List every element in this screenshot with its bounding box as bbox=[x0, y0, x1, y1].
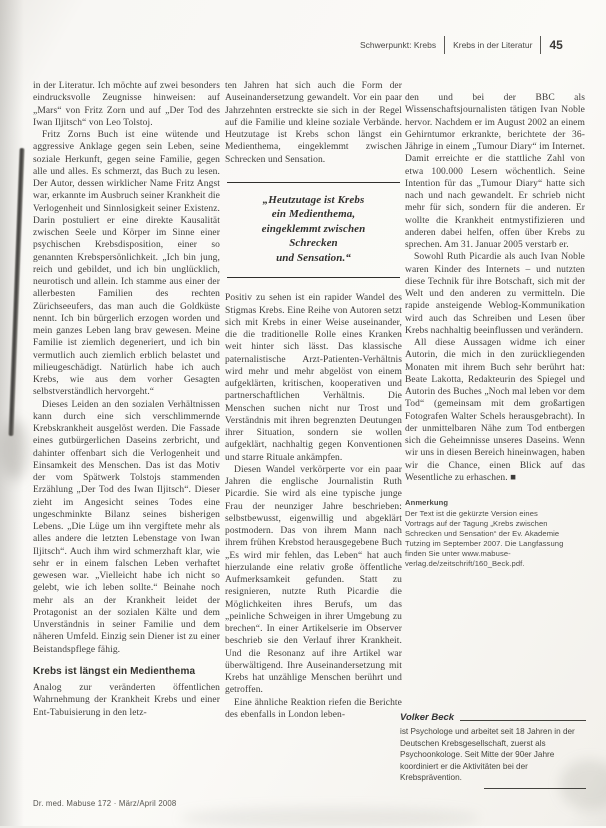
body-paragraph: Fritz Zorns Buch ist eine wütende und aggressive Anklage gegen sein Leben, seine soziale Herkunft, gegen seine Familie, gegen alle und alles. Es schmerzt, das Buch zu lesen. Der Autor, dessen wirklicher Name Fritz Angst war, erkannte im Ausbruch seiner Krankheit die Verlogenheit und Sinnlosigkeit seiner Existenz. Darin postuliert er eine direkte Kausalität zwischen Seele und Körper im Sinne einer psychischen Krebsdisposition, einer so genannten Krebspersönlichkeit. „Ich bin jung, reich und gebildet, und ich bin unglücklich, neurotisch und allein. Ich stamme aus einer der allerbesten Familien des rechten Zürichseeufers, das man auch die Goldküste nennt. Ich bin bürgerlich erzogen worden und mein ganzes Leben lang brav gewesen. Meine Familie ist ziemlich degeneriert, und ich bin vermutlich auch ziemlich erblich belastet und milieugeschädigt. Natürlich habe ich auch Krebs, wie aus dem vorher Gesagten selbstverständlich hervorgeht.“ bbox=[33, 130, 220, 398]
pull-quote-line: eingeklemmt zwischen bbox=[261, 222, 366, 235]
text-column-1 bbox=[33, 80, 220, 719]
pull-quote-line: und Sensation.“ bbox=[276, 251, 351, 264]
author-rule-bottom bbox=[484, 788, 586, 789]
pull-quote bbox=[227, 182, 400, 279]
author-rule bbox=[460, 720, 586, 721]
body-paragraph: Eine ähnliche Reaktion riefen die Berichte des ebenfalls in London leben- bbox=[225, 697, 402, 720]
author-name-row bbox=[400, 712, 586, 723]
author-bio-text: ist Psychologe und arbeitet seit 18 Jahren in der Deutschen Krebsgesellschaft, zuerst als Psychoonkologe. Seit Mitte der 90er Jahre koordiniert er die Aktivitäten bei der Krebsprävention. bbox=[400, 727, 575, 782]
text-column-2 bbox=[225, 80, 402, 721]
body-paragraph: ten Jahren hat sich auch die Form der Auseinandersetzung gewandelt. Vor ein paar Jahrzehnten erstreckte sie sich in der Regel auf die Familie und kleine soziale Verbände. Heutzutage ist Krebs schon längst ein Medienthema, eingeklemmt zwischen Schrecken und Sensation. bbox=[225, 81, 402, 165]
body-paragraph: Dieses Leiden an den sozialen Verhältnissen kann durch eine sich verschlimmernde Krebskrankheit ausgelöst werden. Die Fassade eines gutbürgerlichen Daseins zerbricht, und dahinter offenbart sich die Verlogenheit und Einsamkeit des Menschen. Das ist das Motiv der vom Spätwerk Tolstojs stammenden Erzählung „Der Tod des Iwan Iljitsch“. Dieser zieht im Angesicht seines Todes eine ungeschminkte Bilanz seines bisherigen Lebens. „Die Lüge um ihn vergiftete mehr als alles andere die letzten Lebenstage von Iwan Iljitsch“. Auch ihm wird schmerzhaft klar, wie sehr er in einem falschen Leben verhaftet gewesen war. „Vielleicht habe ich nicht so gelebt, wie ich leben sollte.“ Beinahe noch mehr als an der Krankheit leidet der Protagonist an der sozialen Kälte und dem Unverständnis in seiner Familie und dem näheren Umfeld. Einzig sein Diener ist zu einer Beistandspflege fähig. bbox=[33, 399, 220, 655]
pull-quote-line: „Heutzutage ist Krebs bbox=[262, 193, 365, 206]
pull-quote-line: ein Medienthema, bbox=[271, 208, 356, 221]
header-article-title: Krebs in der Literatur bbox=[453, 40, 533, 50]
footnote-annotation bbox=[405, 498, 565, 569]
scan-edge-shadow bbox=[0, 0, 30, 826]
text-column-3 bbox=[405, 92, 585, 569]
author-name: Volker Beck bbox=[400, 712, 455, 723]
body-paragraph: Positiv zu sehen ist ein rapider Wandel des Stigmas Krebs. Eine Reihe von Autoren setzt sich mit Krebs in einer Weise auseinander, die die traditionelle Rolle eines Kranken weit hinter sich lässt. Das klassische paternalistische Arzt-Patienten-Verhältnis wird mehr und mehr abgelöst von einem aufgeklärten, kritischen, kooperativen und partnerschaftlichen Verhältnis. Die Menschen suchen nicht nur Trost und Verständnis mit ihren begrenzten Deutungen ihrer Situation, sondern sie wollen aufgeklärt, nachhaltig gegen Konventionen und starre Rituale ankämpfen. bbox=[225, 293, 402, 463]
pull-quote-line: Schrecken bbox=[289, 237, 338, 250]
header-section-label: Schwerpunkt: Krebs bbox=[360, 40, 437, 50]
annotation-text: Der Text ist die gekürzte Version eines Vortrags auf der Tagung „Krebs zwischen Schrecken und Sensation“ der Ev. Akademie Tutzing im September 2007. Die Langfassung finden Sie unter www.mabuse-verlag.de/zeitschrift/160_Beck.pdf. bbox=[405, 509, 564, 568]
body-paragraph: All diese Aussagen widme ich einer Autorin, die mich in den zurückliegenden Monaten mit ihrem Buch sehr berührt hat: Beate Lakotta, Redakteurin des Spiegel und Autorin des Buches „Noch mal leben vor dem Tod“ (gemeinsam mit dem großartigen Fotografen Walter Schels herausgebracht). In der unmittelbaren Nähe zum Tod entbergen sich die Geheimnisse unseres Daseins. Wenn wir uns in diesen Bereich hineinwagen, haben wir die Chance, einen Blick auf das Wesentliche zu erhaschen. ■ bbox=[405, 338, 585, 483]
page-header bbox=[360, 36, 586, 54]
annotation-heading: Anmerkung bbox=[405, 498, 449, 507]
scan-smudge bbox=[180, 808, 480, 828]
journal-footer: Dr. med. Mabuse 172 · März/April 2008 bbox=[33, 799, 177, 808]
body-paragraph: Sowohl Ruth Picardie als auch Ivan Noble waren Kinder des Internets – und nutzten diese Technik für ihre Botschaft, sich mit der Welt und den anderen zu vermitteln. Die rapide ansteigende Weblog-Kommunikation wird auch das Schreiben und Lesen über Krebs nachhaltig beeinflussen und verändern. bbox=[405, 252, 585, 336]
header-divider bbox=[540, 36, 541, 54]
body-paragraph: Analog zur veränderten öffentlichen Wahrnehmung der Krankheit Krebs und einer Ent-Tabuisierung in den letz- bbox=[33, 683, 220, 718]
header-divider bbox=[444, 36, 445, 54]
page-number: 45 bbox=[549, 38, 563, 52]
body-paragraph: den und bei der BBC als Wissenschaftsjournalisten tätigen Ivan Noble hervor. Nachdem er im August 2002 an einem Gehirntumor erkrankte, berichtete der 36-Jährige in einem „Tumour Diary“ im Internet. Damit erreichte er die stattliche Zahl von etwa 100.000 Lesern wöchentlich. Seine Intention für das „Tumour Diary“ hatte sich nach und nach gewandelt. Er schrieb nicht mehr für sich, sondern für die anderen. Er wollte die Krankheit entmystifizieren und anderen dabei helfen, offen über Krebs zu sprechen. Am 31. Januar 2005 verstarb er. bbox=[405, 93, 585, 250]
scan-smudge bbox=[2, 420, 28, 480]
author-bio-box bbox=[400, 712, 586, 789]
section-subheading: Krebs ist längst ein Medienthema bbox=[33, 665, 196, 677]
body-paragraph: Diesen Wandel verkörperte vor ein paar Jahren die englische Journalistin Ruth Picardie. Sie wird als eine typische junge Frau der neunziger Jahre beschrieben: selbstbewusst, eigenwillig und abgeklärt postmodern. Das von ihrem Mann nach ihrem frühen Krebstod herausgegebene Buch „Es wird mir fehlen, das Leben“ hat auch hierzulande eine relativ große öffentliche Aufmerksamkeit gefunden. Statt zu resignieren, nutzte Ruth Picardie die Möglichkeiten ihres Berufs, um das „peinliche Schweigen in ihrer Umgebung zu brechen“. In einer Artikelserie im Observer beschrieb sie den Verlauf ihrer Krankheit. Und die Resonanz auf ihre Artikel war überwältigend. Ihre Auseinandersetzung mit Krebs hat unzählige Menschen berührt und getroffen. bbox=[225, 464, 402, 696]
body-paragraph: in der Literatur. Ich möchte auf zwei besonders eindrucksvolle Zeugnisse hinweisen: auf „Mars“ von Fritz Zorn und auf „Der Tod des Iwan Iljitsch“ von Leo Tolstoj. bbox=[33, 81, 220, 128]
